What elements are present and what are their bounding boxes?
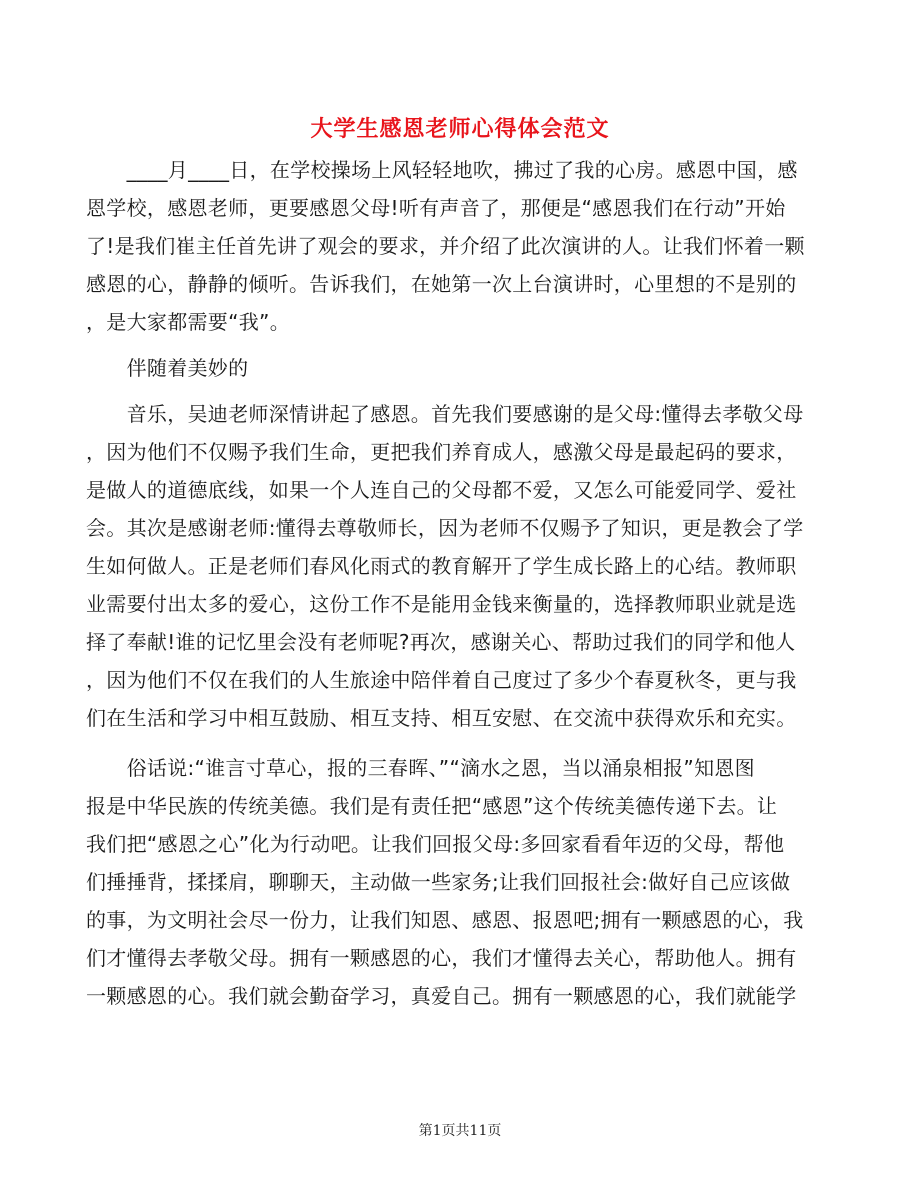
text-line: 报是中华民族的传统美德。我们是有责任把“感恩”这个传统美德传递下去。让: [86, 794, 778, 818]
text-line: 音乐，吴迪老师深情讲起了感恩。首先我们要感谢的是父母:懂得去孝敬父母: [86, 402, 804, 426]
document-title: 大学生感恩老师心得体会范文: [310, 117, 610, 142]
text-line: 生如何做人。正是老师们春风化雨式的教育解开了学生成长路上的心结。教师职: [86, 554, 797, 578]
text-line: 们在生活和学习中相互鼓励、相互支持、相互安慰、在交流中获得欢乐和充实。: [86, 706, 797, 730]
text-line: 们才懂得去孝敬父母。拥有一颗感恩的心，我们才懂得去关心，帮助他人。拥有: [86, 946, 797, 970]
text-line: 是做人的道德底线，如果一个人连自己的父母都不爱，又怎么可能爱同学、爱社: [86, 478, 797, 502]
text-line: 们捶捶背，揉揉肩，聊聊天，主动做一些家务;让我们回报社会:做好自己应该做: [86, 870, 791, 894]
text-line: 了!是我们崔主任首先讲了观会的要求，并介绍了此次演讲的人。让我们怀着一颗: [86, 234, 805, 258]
text-line: 择了奉献!谁的记忆里会没有老师呢?再次，感谢关心、帮助过我们的同学和他人: [86, 630, 796, 654]
text-line: 的事，为文明社会尽一份力，让我们知恩、感恩、报恩吧;拥有一颗感恩的心，我: [86, 908, 804, 932]
text-line: ，因为他们不仅赐予我们生命，更把我们养育成人，感激父母是最起码的要求，: [86, 440, 797, 464]
text-line: 俗话说:“谁言寸草心，报的三春晖、”“滴水之恩，当以涌泉相报”知恩图: [86, 756, 755, 780]
text-line: ____月____日，在学校操场上风轻轻地吹，拂过了我的心房。感恩中国，感: [86, 158, 798, 182]
text-line: 会。其次是感谢老师:懂得去尊敬师长，因为老师不仅赐予了知识，更是教会了学: [86, 516, 804, 540]
text-line: 一颗感恩的心。我们就会勤奋学习，真爱自己。拥有一颗感恩的心，我们就能学: [86, 984, 797, 1008]
text-line: 恩学校，感恩老师，更要感恩父母!听有声音了，那便是“感恩我们在行动”开始: [86, 196, 786, 220]
text-line: 业需要付出太多的爱心，这份工作不是能用金钱来衡量的，选择教师职业就是选: [86, 592, 797, 616]
text-line: ，是大家都需要“我”。: [86, 310, 291, 334]
text-line: 我们把“感恩之心”化为行动吧。让我们回报父母:多回家看看年迈的父母，帮他: [86, 832, 785, 856]
text-line: 伴随着美妙的: [86, 356, 249, 380]
page-footer: 第1页共11页: [418, 1123, 502, 1139]
text-line: ，因为他们不仅在我们的人生旅途中陪伴着自己度过了多少个春夏秋冬，更与我: [86, 668, 797, 692]
text-line: 感恩的心，静静的倾听。告诉我们，在她第一次上台演讲时，心里想的不是别的: [86, 272, 797, 296]
